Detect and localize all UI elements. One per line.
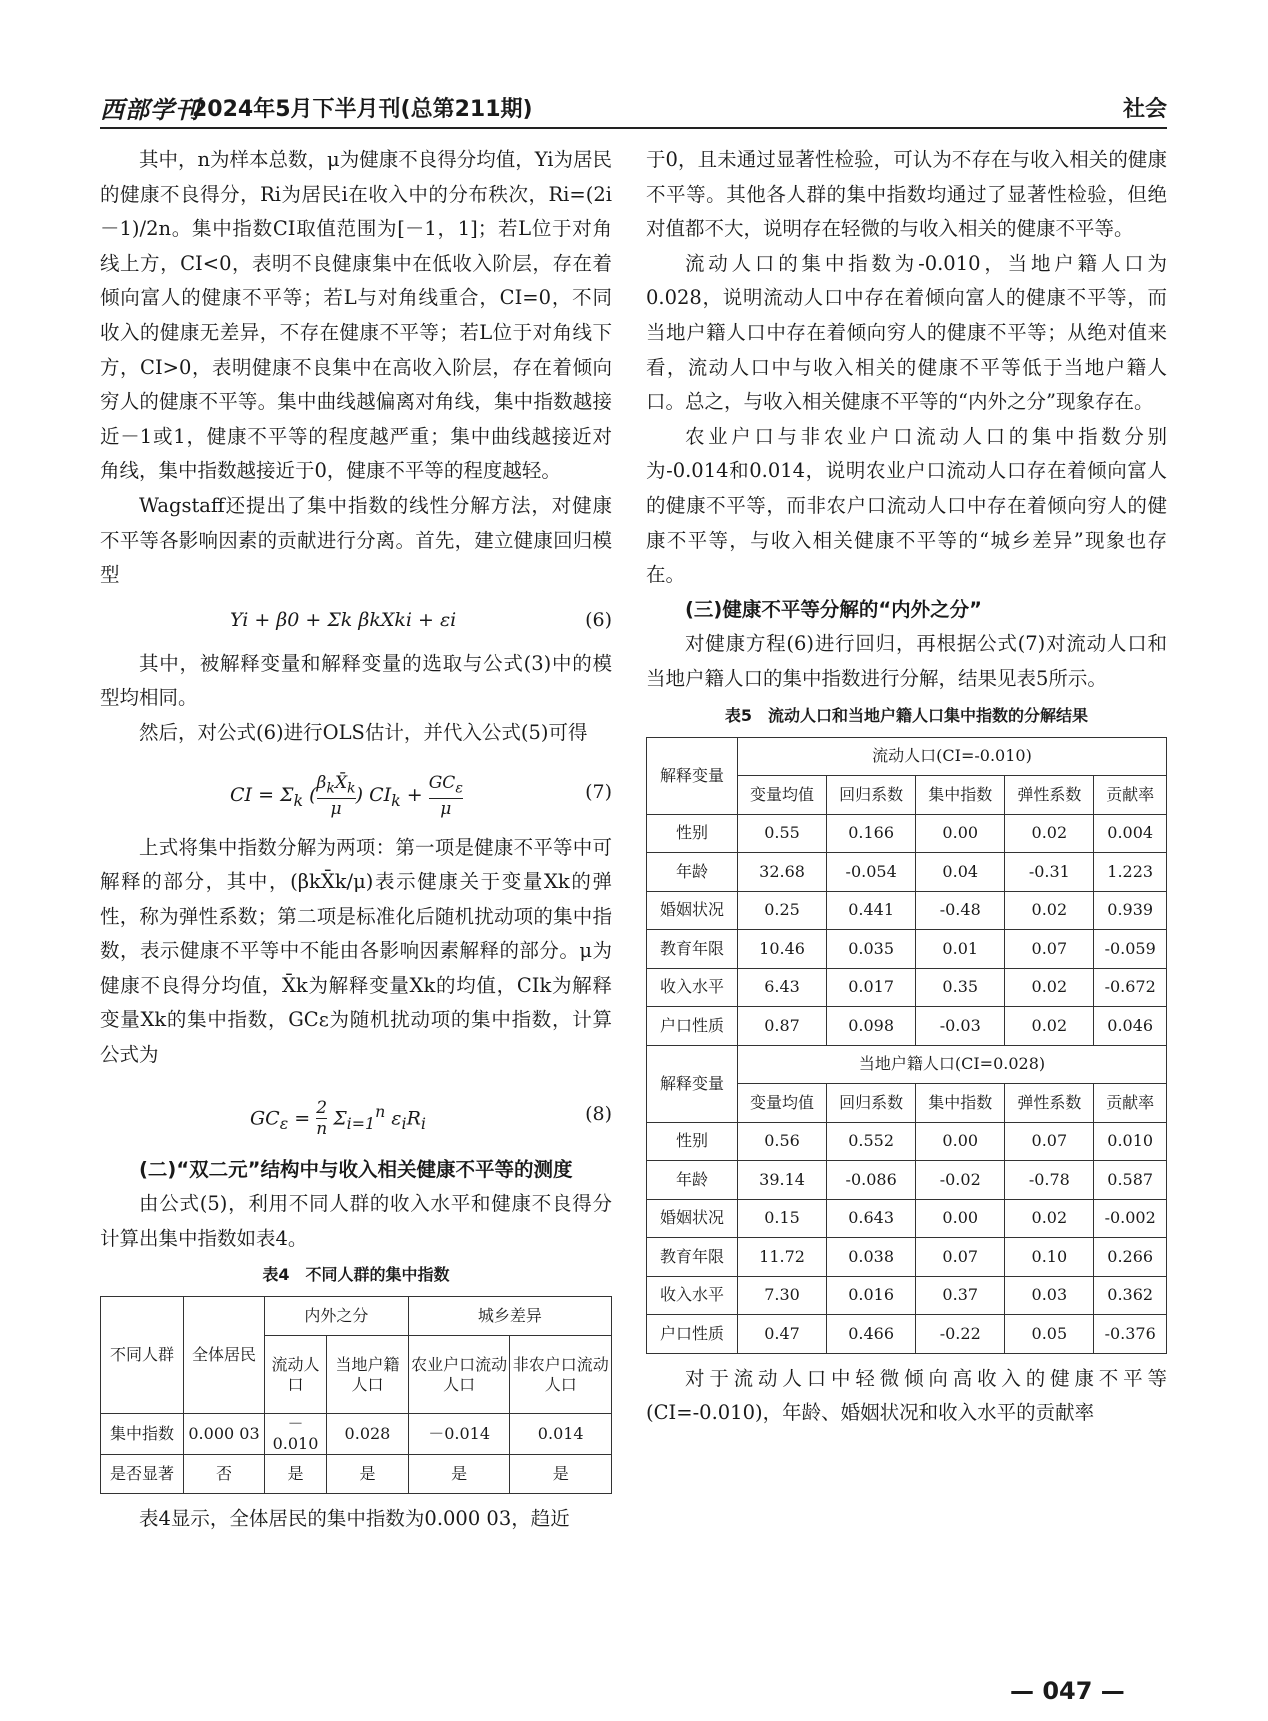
table-cell: 0.587 (1094, 1161, 1167, 1200)
table-header-cell: 回归系数 (827, 776, 916, 815)
equation-number: (8) (585, 1102, 612, 1125)
table-header-cell: 当地户籍人口 (327, 1336, 409, 1414)
table-cell: -0.376 (1094, 1315, 1167, 1354)
row-label: 婚姻状况 (647, 891, 738, 930)
left-column (100, 143, 612, 1537)
table-header-cell: 贡献率 (1094, 1084, 1167, 1123)
equation-8-formula: $GC_\varepsilon$ = $\frac{2}{n}$ $\Sigma_{i=1}^n$ $\varepsilon_iR_i$ (250, 1098, 426, 1140)
table-cell: 0.046 (1094, 1007, 1167, 1046)
section-name: 社会 (1122, 97, 1167, 122)
table-row (647, 814, 1167, 853)
table-cell: 0.35 (916, 968, 1005, 1007)
table-row (647, 891, 1167, 930)
table-cell: 0.02 (1005, 1007, 1094, 1046)
table-cell: -0.31 (1005, 853, 1094, 892)
row-label: 户口性质 (647, 1007, 738, 1046)
table5 (646, 737, 1167, 1354)
table-row (647, 930, 1167, 969)
table-cell: -0.03 (916, 1007, 1005, 1046)
table-cell: 0.37 (916, 1276, 1005, 1315)
table-block-title: 当地户籍人口(CI=0.028) (738, 1045, 1167, 1084)
table-cell: 0.25 (738, 891, 827, 930)
table-cell: 0.00 (916, 814, 1005, 853)
page-header (100, 88, 1167, 124)
paragraph: 流动人口的集中指数为-0.010，当地户籍人口为0.028，说明流动人口中存在着倾向富人的健康不平等，而当地户籍人口中存在着倾向穷人的健康不平等；从绝对值来看，流动人口中与收入相关的健康不平等低于当地户籍人口。总之，与收入相关健康不平等的“内外之分”现象存在。 (646, 251, 1167, 414)
equation-7 (100, 751, 612, 831)
table-cell: -0.059 (1094, 930, 1167, 969)
table4 (100, 1296, 612, 1494)
table-header-cell: 变量均值 (738, 1084, 827, 1123)
table-cell: 0.004 (1094, 814, 1167, 853)
table-cell: 是 (408, 1455, 510, 1494)
table-cell: 0.362 (1094, 1276, 1167, 1315)
table-cell: 39.14 (738, 1161, 827, 1200)
equation-8 (100, 1073, 612, 1153)
table-cell: 7.30 (738, 1276, 827, 1315)
table-cell: 0.10 (1005, 1238, 1094, 1277)
table-cell: 0.02 (1005, 891, 1094, 930)
table-cell: -0.02 (916, 1161, 1005, 1200)
table-cell: -0.48 (916, 891, 1005, 930)
row-label: 户口性质 (647, 1315, 738, 1354)
table-header-cell: 弹性系数 (1005, 776, 1094, 815)
table4-caption: 表4 不同人群的集中指数 (262, 1265, 450, 1285)
equation-7-formula: CI = $\Sigma_k$ ( $\frac{\beta_kX̄_k}{\mu}$ ) $CI_k$ + $\frac{GC_\varepsilon}{\mu}$ (230, 772, 463, 819)
table-cell: 0.04 (916, 853, 1005, 892)
table-cell: 10.46 (738, 930, 827, 969)
paragraph: Wagstaff还提出了集中指数的线性分解方法，对健康不平等各影响因素的贡献进行分离。首先，建立健康回归模型 (100, 493, 612, 587)
row-label: 婚姻状况 (647, 1199, 738, 1238)
table-cell: 0.02 (1005, 814, 1094, 853)
table-cell: 0.017 (827, 968, 916, 1007)
row-label: 性别 (647, 814, 738, 853)
table-header-cell: 集中指数 (916, 1084, 1005, 1123)
table-cell: 是 (510, 1455, 612, 1494)
table-cell: 0.02 (1005, 1199, 1094, 1238)
table-header-cell: 变量均值 (738, 776, 827, 815)
table-cell: 0.15 (738, 1199, 827, 1238)
table-header-cell: 解释变量 (647, 737, 738, 814)
issue-info: 2024年5月下半月刊(总第211期) (192, 97, 533, 122)
row-label: 年龄 (647, 1161, 738, 1200)
equation-6-formula: Yi + β0 + Σk βkXki + εi (230, 608, 457, 631)
table-row (647, 1238, 1167, 1277)
table-cell: 0.03 (1005, 1276, 1094, 1315)
table-header-cell: 流动人口 (265, 1336, 327, 1414)
journal-name: 西部学刊 (100, 95, 200, 124)
paragraph: 表4显示，全体居民的集中指数为0.000 03，趋近 (139, 1507, 570, 1531)
table-row (101, 1414, 612, 1455)
table-cell: 0.47 (738, 1315, 827, 1354)
table-cell: 0.02 (1005, 968, 1094, 1007)
table-cell: 0.010 (1094, 1122, 1167, 1161)
table-cell: －0.014 (408, 1414, 510, 1455)
paragraph: 其中，被解释变量和解释变量的选取与公式(3)中的模型均相同。 (100, 651, 612, 710)
table-header-cell: 集中指数 (916, 776, 1005, 815)
table-cell: 0.05 (1005, 1315, 1094, 1354)
table-row (647, 1007, 1167, 1046)
table-cell: 0.016 (827, 1276, 916, 1315)
row-label: 是否显著 (101, 1455, 184, 1494)
paragraph: 对于流动人口中轻微倾向高收入的健康不平等(CI=-0.010)，年龄、婚姻状况和收入水平的贡献率 (646, 1366, 1167, 1425)
table-cell: 是 (265, 1455, 327, 1494)
table-cell: 0.56 (738, 1122, 827, 1161)
table-header-cell: 解释变量 (647, 1045, 738, 1122)
table-cell: -0.78 (1005, 1161, 1094, 1200)
table-row (647, 1122, 1167, 1161)
table-cell: 11.72 (738, 1238, 827, 1277)
table-cell: 6.43 (738, 968, 827, 1007)
paragraph: 对健康方程(6)进行回归，再根据公式(7)对流动人口和当地户籍人口的集中指数进行分解，结果见表5所示。 (646, 632, 1167, 690)
table-cell: 32.68 (738, 853, 827, 892)
table-cell: 0.038 (827, 1238, 916, 1277)
row-label: 教育年限 (647, 1238, 738, 1277)
table-cell: -0.054 (827, 853, 916, 892)
row-label: 收入水平 (647, 1276, 738, 1315)
table-cell: 0.01 (916, 930, 1005, 969)
row-label: 教育年限 (647, 930, 738, 969)
table-row (647, 1199, 1167, 1238)
table-header-cell: 全体居民 (184, 1297, 265, 1414)
table-row (647, 853, 1167, 892)
table-cell: 0.000 03 (184, 1414, 265, 1455)
table-cell: 0.00 (916, 1199, 1005, 1238)
paragraph: 其中，n为样本总数，μ为健康不良得分均值，Yi为居民的健康不良得分，Ri为居民i在收入中的分布秩次，Ri=(2i－1)/2n。集中指数CI取值范围为[－1，1]；若L位于对角线上方，CI<0，表明不良健康集中在低收入阶层，存在着倾向富人的健康不平等；若L与对角线重合，CI=0，不同收入的健康无差异，不存在健康不平等；若L位于对角线下方，CI>0，表明健康不良集中在高收入阶层，存在着倾向穷人的健康不平等。集中曲线越偏离对角线，集中指数越接近－1或1，健康不平等的程度越严重；集中曲线越接近对角线，集中指数越接近于0，健康不平等的程度越轻。 (100, 148, 612, 483)
section-heading: (二)“双二元”结构中与收入相关健康不平等的测度 (139, 1157, 573, 1181)
equation-6 (100, 593, 612, 647)
table-cell: 0.939 (1094, 891, 1167, 930)
table-cell: 0.643 (827, 1199, 916, 1238)
table-cell: 0.166 (827, 814, 916, 853)
table-header-cell: 不同人群 (101, 1297, 184, 1414)
section-heading: (三)健康不平等分解的“内外之分” (685, 597, 982, 621)
table-header-cell: 弹性系数 (1005, 1084, 1094, 1123)
row-label: 性别 (647, 1122, 738, 1161)
table-cell: -0.672 (1094, 968, 1167, 1007)
table-cell: -0.22 (916, 1315, 1005, 1354)
table-header-cell: 内外之分 (265, 1297, 409, 1336)
table-cell: 0.87 (738, 1007, 827, 1046)
equation-number: (6) (585, 608, 612, 631)
table-cell: 0.55 (738, 814, 827, 853)
table-cell: 0.07 (1005, 930, 1094, 969)
row-label: 年龄 (647, 853, 738, 892)
table-cell: 0.098 (827, 1007, 916, 1046)
table-cell: -0.086 (827, 1161, 916, 1200)
table-cell: -0.002 (1094, 1199, 1167, 1238)
paragraph: 上式将集中指数分解为两项：第一项是健康不平等中可解释的部分，其中，(βkX̄k/μ)表示健康关于变量Xk的弹性，称为弹性系数；第二项是标准化后随机扰动项的集中指数，表示健康不平等中不能由各影响因素解释的部分。μ为健康不良得分均值，X̄k为解释变量Xk的均值，CIk为解释变量Xk的集中指数，GCε为随机扰动项的集中指数，计算公式为 (100, 835, 612, 1067)
table-header-cell: 农业户口流动人口 (408, 1336, 510, 1414)
table-cell: 0.441 (827, 891, 916, 930)
paragraph: 由公式(5)，利用不同人群的收入水平和健康不良得分计算出集中指数如表4。 (100, 1192, 612, 1250)
row-label: 集中指数 (101, 1414, 184, 1455)
table-header-cell: 回归系数 (827, 1084, 916, 1123)
table-cell: 0.466 (827, 1315, 916, 1354)
page-number: — 047 — (1010, 1677, 1125, 1705)
table-cell: 0.028 (327, 1414, 409, 1455)
table-cell: 0.00 (916, 1122, 1005, 1161)
table-cell: －0.010 (265, 1414, 327, 1455)
table-cell: 否 (184, 1455, 265, 1494)
row-label: 收入水平 (647, 968, 738, 1007)
table-cell: 1.223 (1094, 853, 1167, 892)
paragraph: 农业户口与非农业户口流动人口的集中指数分别为-0.014和0.014，说明农业户口流动人口存在着倾向富人的健康不平等，而非农户口流动人口中存在着倾向穷人的健康不平等，与收入相关健康不平等的“城乡差异”现象也存在。 (646, 424, 1167, 587)
table-cell: 0.07 (916, 1238, 1005, 1277)
table-cell: 是 (327, 1455, 409, 1494)
table-cell: 0.07 (1005, 1122, 1094, 1161)
table-header-cell: 贡献率 (1094, 776, 1167, 815)
table-cell: 0.552 (827, 1122, 916, 1161)
right-column (646, 143, 1167, 1431)
table-cell: 0.014 (510, 1414, 612, 1455)
table-row (647, 1276, 1167, 1315)
table-block-title: 流动人口(CI=-0.010) (738, 737, 1167, 776)
table-row (101, 1455, 612, 1494)
table5-caption: 表5 流动人口和当地户籍人口集中指数的分解结果 (724, 705, 1089, 725)
header-rule (100, 127, 1167, 129)
table-row (647, 968, 1167, 1007)
equation-number: (7) (585, 780, 612, 803)
table-cell: 0.266 (1094, 1238, 1167, 1277)
table-cell: 0.035 (827, 930, 916, 969)
table-header-cell: 城乡差异 (408, 1297, 611, 1336)
paragraph: 然后，对公式(6)进行OLS估计，并代入公式(5)可得 (139, 720, 588, 744)
table-header-cell: 非农户口流动人口 (510, 1336, 612, 1414)
table-row (647, 1315, 1167, 1354)
table-row (647, 1161, 1167, 1200)
paragraph: 于0，且未通过显著性检验，可认为不存在与收入相关的健康不平等。其他各人群的集中指数均通过了显著性检验，但绝对值都不大，说明存在轻微的与收入相关的健康不平等。 (646, 148, 1167, 241)
